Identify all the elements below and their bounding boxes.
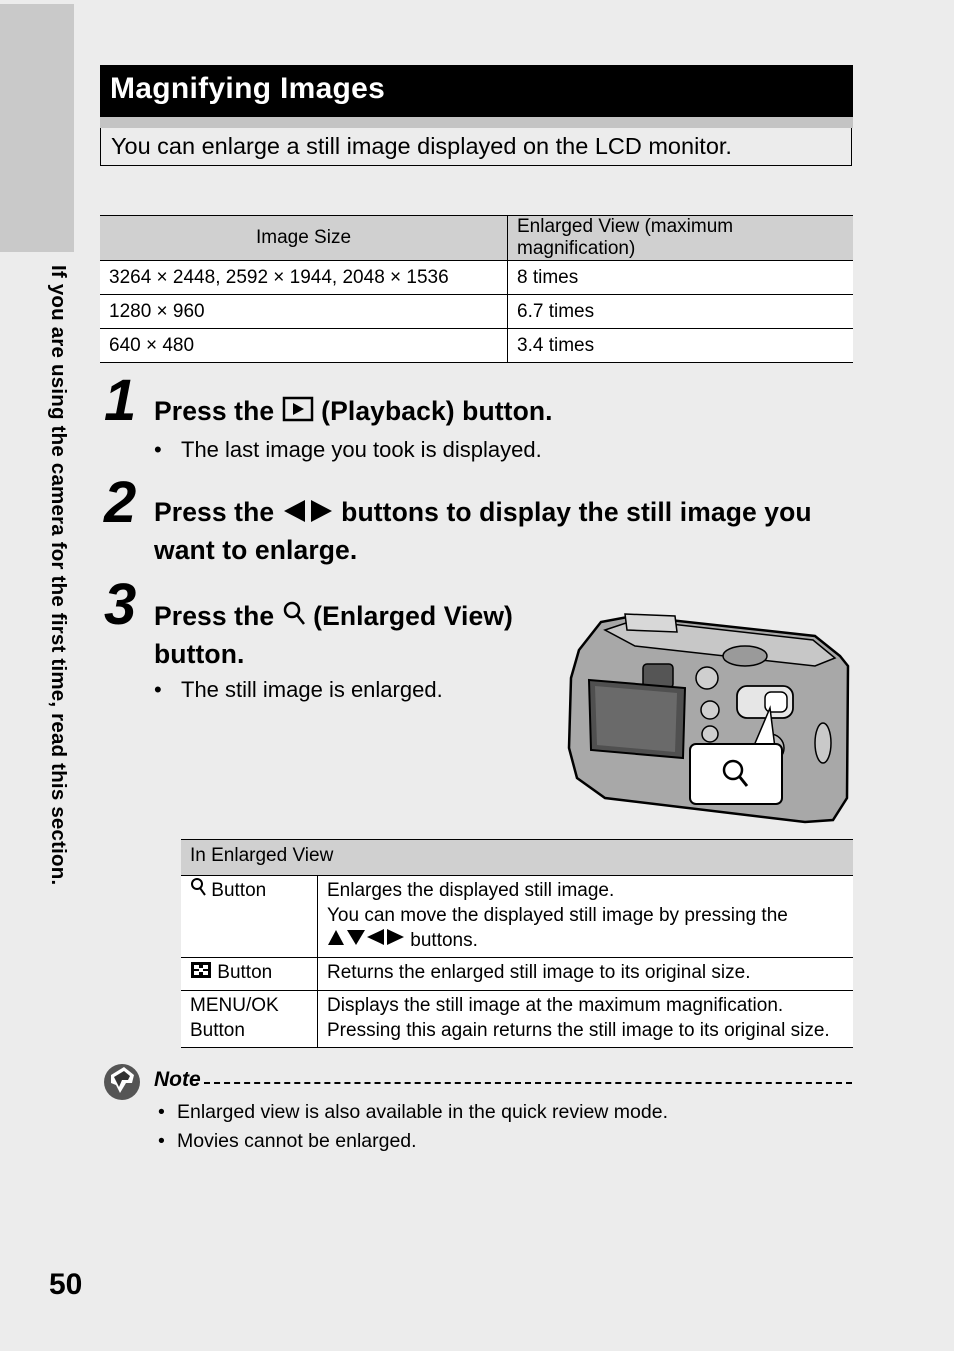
four-way-arrows-icon: [327, 928, 405, 953]
table-cell: [318, 990, 854, 1047]
note-item: [158, 1099, 668, 1125]
section-title-bar: [100, 65, 853, 128]
table-cell-line: Pressing this again returns the still image to its original size.: [327, 1019, 830, 1041]
table-row: [181, 876, 853, 958]
table-cell: 1280 × 960: [100, 295, 508, 329]
note-item: [158, 1128, 417, 1154]
table-key-text: Button: [211, 880, 267, 901]
step-1-bullet: [154, 436, 542, 464]
table-cell: 6.7 times: [508, 295, 854, 329]
image-size-table: [100, 215, 853, 363]
intro-box: You can enlarge a still image displayed on the LCD monitor.: [100, 128, 852, 166]
table-cell: 640 × 480: [100, 329, 508, 363]
table-key-text: Button: [217, 962, 273, 984]
table-cell: 8 times: [508, 261, 854, 295]
note-icon: [102, 1061, 142, 1106]
step-3-title-start: Press the: [154, 601, 275, 631]
step-3-title: [154, 598, 513, 672]
table-key-text: MENU/OK: [190, 994, 279, 1016]
table-header-row: [181, 840, 853, 876]
table-heading: In Enlarged View: [181, 840, 853, 876]
chapter-side-label: [26, 265, 86, 1025]
note-item-text: Enlarged view is also available in the quick review mode.: [177, 1101, 669, 1123]
step-3-number: 3: [104, 572, 137, 637]
thumbnail-icon: [190, 961, 212, 986]
table-row: [181, 990, 853, 1047]
table-cell-line: Displays the still image at the maximum magnification.: [327, 994, 784, 1016]
step-2-title-line2: want to enlarge.: [154, 535, 358, 565]
left-right-arrows-icon: [282, 496, 334, 532]
step-1-number: 1: [104, 368, 137, 433]
table-cell: 3.4 times: [508, 329, 854, 363]
table-cell: [318, 958, 854, 990]
step-3-bullet-text: The still image is enlarged.: [181, 677, 443, 702]
step-3-title-end: (Enlarged View): [313, 601, 513, 631]
step-1-title-end: (Playback) button.: [321, 396, 553, 426]
step-2-title: [154, 494, 812, 568]
step-1-bullet-text: The last image you took is displayed.: [181, 437, 542, 462]
table-row: [100, 261, 853, 295]
step-3-bullet: [154, 676, 443, 704]
step-1-title-start: Press the: [154, 396, 275, 426]
table-key-cell: [181, 990, 318, 1047]
bullet-dot: •: [154, 677, 162, 702]
table-key-cell: [181, 876, 318, 958]
table-cell-line: [327, 928, 844, 953]
note-divider: [204, 1082, 852, 1084]
step-2-title-start: Press the: [154, 497, 275, 527]
table-key-text: Button: [190, 1019, 245, 1041]
table-cell-text: buttons.: [410, 930, 478, 951]
enlarged-view-table: [181, 839, 853, 1048]
table-cell-line: Enlarges the displayed still image.: [327, 880, 615, 901]
table-row: [100, 329, 853, 363]
bullet-dot: •: [154, 437, 162, 462]
table-header: Enlarged View (maximum magnification): [508, 216, 854, 261]
table-row: [181, 958, 853, 990]
table-header-row: [100, 216, 853, 261]
table-key-cell: [181, 958, 318, 990]
magnifier-icon: [282, 600, 306, 636]
table-cell-line: You can move the displayed still image by pressing the: [327, 905, 788, 926]
table-cell: 3264 × 2448, 2592 × 1944, 2048 × 1536: [100, 261, 508, 295]
step-2-title-end: buttons to display the still image you: [341, 497, 812, 527]
table-header: Image Size: [100, 216, 508, 261]
table-cell: [318, 876, 854, 958]
chapter-tab: [0, 4, 74, 252]
chapter-side-text: If you are using the camera for the first time, read this section.: [47, 265, 70, 886]
table-cell-line: Returns the enlarged still image to its original size.: [327, 962, 751, 984]
magnifier-icon: [190, 878, 206, 903]
playback-icon: [282, 395, 314, 431]
step-3-title-line2: button.: [154, 639, 245, 669]
table-row: [100, 295, 853, 329]
camera-illustration: [565, 608, 855, 833]
note-label: Note: [154, 1068, 201, 1091]
bullet-dot: •: [158, 1101, 165, 1123]
bullet-dot: •: [158, 1130, 165, 1152]
page-number: 50: [49, 1268, 83, 1301]
note-item-text: Movies cannot be enlarged.: [177, 1130, 417, 1152]
page-title: Magnifying Images: [110, 72, 386, 105]
step-2-number: 2: [104, 470, 137, 535]
step-1-title: [154, 393, 553, 431]
